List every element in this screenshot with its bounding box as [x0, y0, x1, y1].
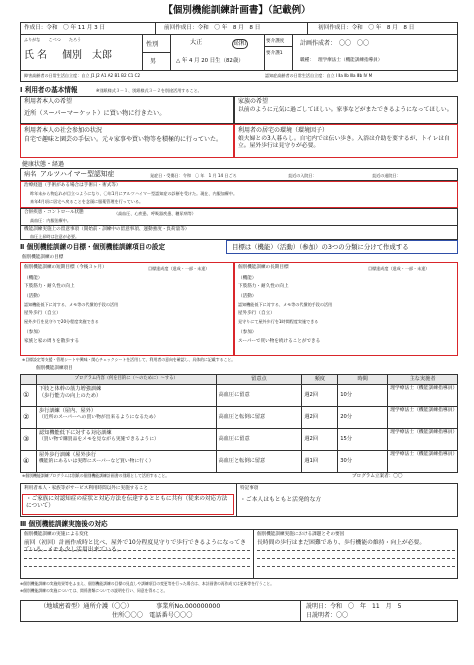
explainer: 日説明者：〇〇 [306, 612, 349, 619]
user-family-label: 利用者本人・家族等がサービス利用時間以外に実施すること [24, 486, 149, 491]
short-goal-item: 下肢筋力・耐久性の向上 [24, 284, 75, 289]
onset-date: 発症日・受傷日：令和 〇 年 1 月 14 日ごろ [150, 173, 237, 178]
row-caution: 高血圧と転倒に留意 [216, 407, 302, 429]
short-goal-item: 屋外歩行（自立） [24, 311, 61, 316]
long-goal-item: （参加） [238, 330, 257, 335]
care-level-label: 要介護度 [266, 39, 285, 44]
row-frequency: 週1回 [302, 451, 338, 473]
goal-heading: 個別機能訓練の目標 [22, 255, 64, 260]
care-note-value: 血圧上昇時は注意が必要。 [30, 234, 80, 239]
name-label: 氏 名 [24, 50, 48, 61]
dementia-independence: 認知症高齢者の日常生活自立度：自立 Ⅰ Ⅱa Ⅱb Ⅲa Ⅲb Ⅳ M [265, 73, 373, 78]
issues-value: 長時間の歩行はまだ困難であり、歩行機能の維持・向上が必要。 [257, 540, 426, 546]
row-caution: 高血圧に留意 [216, 429, 302, 451]
first-created-date: 初回作成日：令和 〇 年 8 月 8 日 [318, 25, 415, 31]
planner-name: 計画作成者： 〇〇 〇〇 [300, 40, 370, 47]
era-taisho: 大正 [190, 39, 203, 46]
sex-value: 男 [150, 58, 157, 65]
footnote-2: ※個別機能訓練の実施については、関係書類についての説明を行い、同意を得ること。 [20, 588, 168, 593]
row-number: ③ [21, 429, 37, 451]
long-goal-item: スーパーで買い物を続けることができる [238, 339, 321, 344]
row-program-purpose: （買い物で購買品をメモを見ながら実施できるように） [38, 436, 159, 442]
care-level-value: 要介護1 [266, 51, 283, 56]
short-goal-item: （機能） [24, 276, 43, 281]
recent-discharge: 直近の退院日： [372, 173, 401, 178]
long-goal-status: 目標達成度（達成・一部・未達） [368, 266, 430, 271]
row-caution: 高血圧と転倒に留意 [216, 451, 302, 473]
comp-value-2: 高血圧：内服治療中。 [30, 218, 71, 223]
long-goal-item: 下肢筋力・耐久性の向上 [238, 284, 289, 289]
col-staff: 主な実施者 [388, 375, 458, 385]
disease-label: 病名 [24, 171, 37, 178]
row-staff: 理学療法士（機能訓練指導員） [388, 429, 458, 451]
wish-value: 近所（スーパーマーケット）に買い物に行きたい。 [24, 110, 166, 117]
participation-label: 利用者本人の社会参加の状況 [24, 127, 103, 134]
row-caution: 高血圧に留意 [216, 385, 302, 407]
short-goal-item: 家族と家の周りを散歩する [24, 339, 80, 344]
row-program: 認知機能低下に対する対応訓練 [38, 430, 112, 436]
consent-note: ※目標設定等支援・管理シートや興味・関心チェックシートを活用して、利用者の意向を確認し、具体的に記載すること。 [22, 357, 236, 362]
program-table [20, 374, 458, 473]
user-family-value: ・ご家族に対認知症の症状と対応方法を伝達するとともに共有（従来の対応方法について） [26, 496, 228, 509]
prev-created-date: 前回作成日：令和 〇 年 8 月 8 日 [164, 25, 261, 31]
short-goal-item: （参加） [24, 330, 43, 335]
row-frequency: 週2回 [302, 429, 338, 451]
short-goal-label: 個別機能訓練の短期目標（今後３ヶ月） [24, 265, 107, 270]
disability-independence: 障害高齢者の日常生活自立度：自立 J1 J2 A1 A2 B1 B2 C1 C2 [24, 73, 141, 78]
section1-heading: Ⅰ 利用者の基本情報 [20, 86, 78, 94]
long-goal-item: （活動） [238, 294, 257, 299]
job-label: 職種： [300, 58, 314, 63]
change-label: 個別機能訓練の実施による変化 [24, 532, 89, 537]
long-goal-item: 認知機能低下に対する、メモ等の代償的手段の活用 [238, 302, 333, 307]
name-value: 個別 太郎 [62, 50, 112, 61]
long-goal-label: 個別機能訓練の長期目標 [238, 265, 289, 270]
row-program: 下肢と体幹の筋力増強訓練 [38, 386, 102, 392]
disease-value: アルツハイマー型認知症 [40, 170, 115, 178]
wish-label: 利用者本人の希望 [24, 98, 73, 105]
table-row [21, 451, 458, 473]
family-value: 以前のように元気に過ごしてほしい。家事などがまたできるようになってほしい。 [238, 107, 453, 113]
long-goal-item: （機能） [238, 276, 257, 281]
explain-date: 説明日：令和 〇 年 11 月 5 [306, 603, 402, 610]
participation-value: 自宅で趣味と園芸の手伝い。元々家事や買い物等を積極的に行っていた。 [24, 136, 223, 143]
course-value: 昨年末から物忘れが目立つようになり、〇年1月にアルツハイマー型認知症の診断を受けた。現在、内服加療中。 [30, 191, 238, 196]
row-staff: 理学療法士（機能訓練指導員） [388, 385, 458, 407]
section1-note: ※別紙様式３－１、別紙様式３－２を別途活用すること。 [96, 88, 202, 93]
long-goal-item: 見守りにて屋外歩行を1時間程度実施できる [238, 319, 319, 324]
comp-value: （高血圧、心疾患、呼吸器疾患、糖尿病等） [114, 211, 196, 216]
job-value: 理学療法士（機能訓練指導員） [318, 58, 383, 63]
special-value: ・ご本人はもともと活発的な方 [240, 497, 322, 503]
row-time: 10分 [338, 385, 388, 407]
row-program-purpose: （近所のスーパーへの買い物が出来るようになるため） [38, 414, 159, 420]
row-program-purpose: （歩行能力の向上のため） [38, 392, 102, 399]
course-value-2: 来年4月頃に居宅へ戻ることを念頭に服薬管理を行っている。 [30, 199, 144, 204]
table-row [21, 407, 458, 429]
col-time: 時間 [338, 375, 388, 385]
items-heading: 個別機能訓練項目 [36, 366, 73, 371]
sex-label: 性別 [146, 41, 159, 48]
care-note-label: 機能訓練実施上の留意事項（開始前・訓練中の留意事項、運動強度・負荷量等） [24, 227, 190, 232]
short-goal-item: 認知機能低下に対する、メモ等の代償的手段の活用 [24, 302, 119, 307]
table-row [21, 429, 458, 451]
birth-date: △ 年 4 月 20 日生（82歳） [176, 58, 244, 64]
row-program: 歩行訓練（屋内、屋外） [38, 408, 97, 414]
rows-note: ※個別機能訓練プログラムは別紙の個別機能訓練計画書の別紙として活用すること。 [22, 473, 170, 478]
environment-label: 利用者の居宅の環境（環境因子） [238, 127, 329, 134]
row-time: 30分 [338, 451, 388, 473]
row-number: ④ [21, 451, 37, 473]
row-frequency: 週2回 [302, 385, 338, 407]
long-goal-item: 屋外歩行（自立） [238, 311, 275, 316]
family-label: 家族の希望 [238, 98, 269, 105]
short-goal-status: 目標達成度（達成・一部・未達） [148, 266, 210, 271]
program-planner: プログラム立案者：〇〇 [352, 474, 403, 479]
short-goal-item: 屋外歩行を見守りで20分程度実施できる [24, 319, 99, 324]
comp-label: 合併疾患・コントロール状態 [24, 210, 84, 215]
special-label: 特記事項 [240, 486, 259, 491]
environment-value: 娘夫婦との3人暮らし。自宅内では伝い歩き。入浴は介助を要するが、トイレは自立。屋外歩行は見守りが必要。 [238, 136, 450, 150]
issues-label: 個別機能訓練実施における課題とその要因 [257, 532, 345, 537]
page-title: 【個別機能訓練計画書】（記載例） [163, 5, 311, 16]
row-time: 20分 [338, 407, 388, 429]
row-time: 15分 [338, 429, 388, 451]
row-program-purpose: 機能的にあるいは実際にスーパーなど買い物に行く） [38, 458, 154, 464]
era-showa: 昭和 [234, 40, 247, 47]
course-label: 治療経過（手術がある場合は手術日・術式等） [24, 183, 121, 188]
office-name: （地域密着型）通所介護（〇〇） [40, 603, 133, 610]
health-heading: 健康状態・経過 [22, 161, 65, 168]
section3-heading: Ⅲ 個別機能訓練実施後の対応 [20, 520, 108, 528]
created-date: 作成日：令和 〇 年 11 月 3 日 [24, 25, 106, 31]
program-table-header [21, 375, 458, 385]
row-frequency: 週2回 [302, 407, 338, 429]
office-number: 事業所No.000000000 [156, 603, 221, 610]
col-program: プログラム内容（何を目的に（～のために）～する） [36, 375, 216, 385]
office-address: 住所〇〇〇 電話番号〇〇〇 [112, 612, 193, 619]
short-goal-item: （活動） [24, 294, 43, 299]
section2-heading: Ⅱ 個別機能訓練の目標・個別機能訓練項目の設定 [20, 243, 166, 251]
footnote: ※個別機能訓練の実施結果等をふまえ、個別機能訓練の目標の見直しや訓練項目の変更等を行った場合は、本計画書の再作成又は更新等を行うこと。 [20, 581, 274, 586]
furigana: ふりがな こべつ たろう [24, 37, 82, 42]
row-number: ① [21, 385, 37, 407]
table-row [21, 385, 458, 407]
goal-callout-text: 目標は（機能）（活動）（参加）の3つの分類に分けて作成する [232, 243, 409, 251]
row-staff: 理学療法士（機能訓練指導員） [388, 407, 458, 429]
row-staff: 理学療法士（機能訓練指導員） [388, 451, 458, 473]
col-caution: 留意点 [216, 375, 302, 385]
recent-hospitalization: 直近の入院日： [288, 173, 317, 178]
row-program: 屋外歩行訓練（屋外歩行 [38, 452, 97, 458]
row-number: ② [21, 407, 37, 429]
change-value: 前回（初回）計画作成時と比べ、屋外で10分程度見守りで歩行できるようになってきている。メモも少し活用出来ている。 [24, 540, 246, 554]
col-frequency: 頻度 [302, 375, 338, 385]
